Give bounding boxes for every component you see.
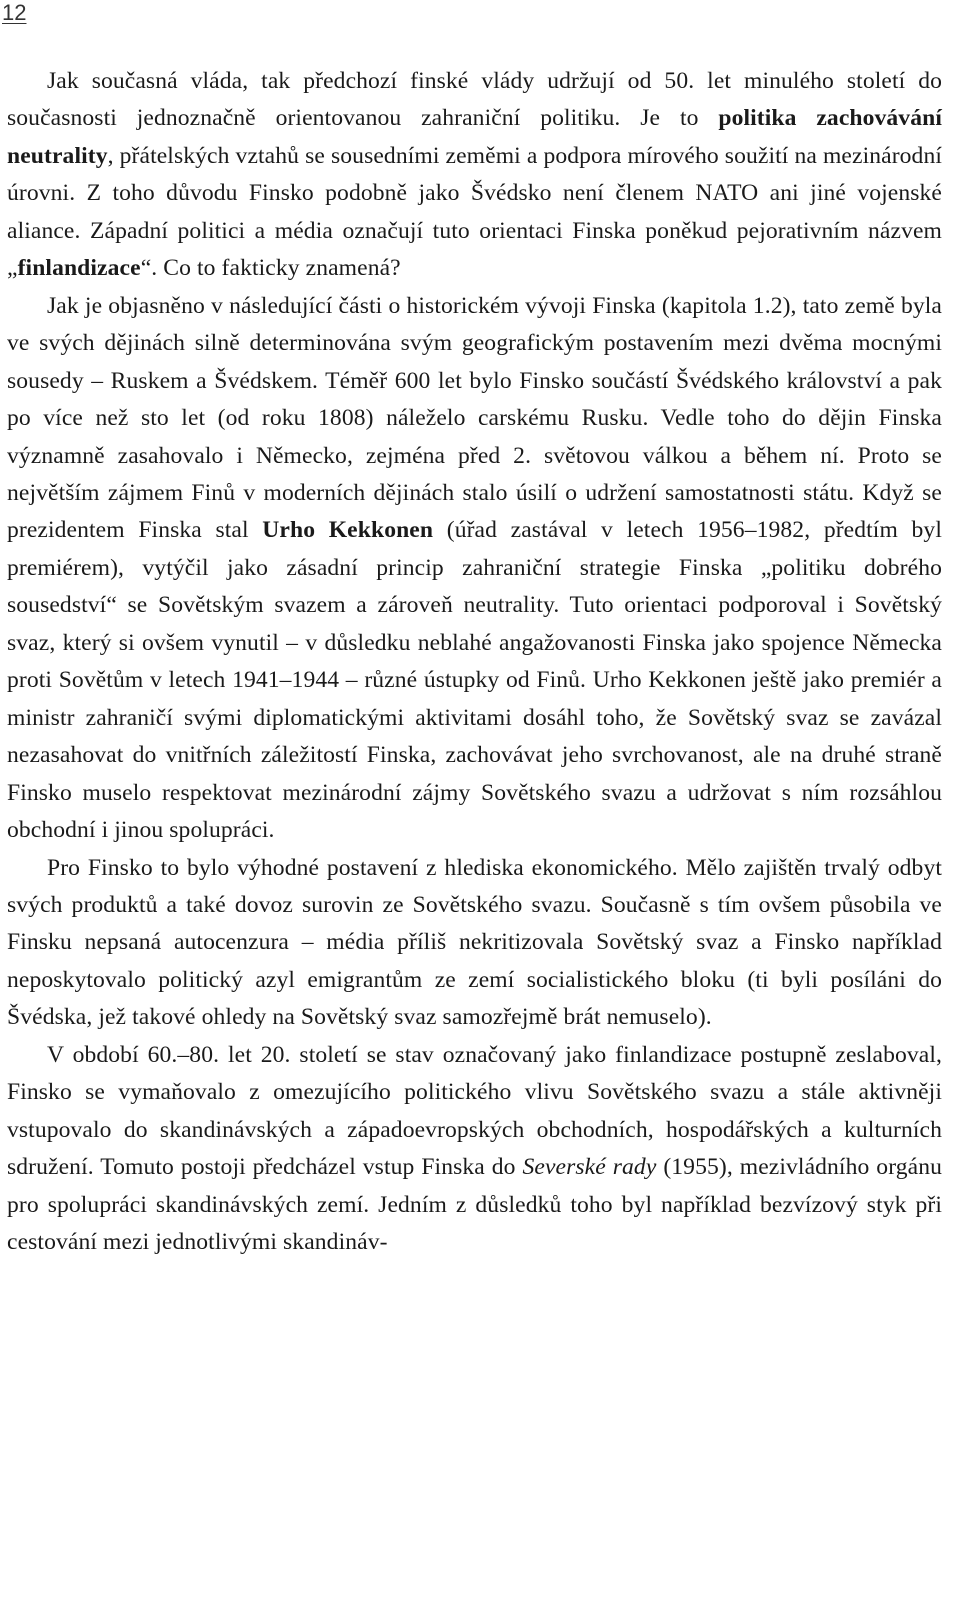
page-number: 12 (2, 0, 27, 25)
italic-term-severska-rada: Severské rady (522, 1154, 657, 1181)
text-run: (úřad zastával v letech 1956–1982, předtím byl premiérem), vytýčil jako zásadní princip zahraniční strategie Finska „politiku dobrého sousedství“ se Sovětským svazem a zároveň neutrality. Tuto orientaci podporoval i Sovětský svaz, který si ovšem vynutil – v důsledku neblahé angažovanosti Finska jako spojence Německa proti Sovětům v letech 1941–1944 – různé ústupky od Finů. Urho Kekkonen ještě jako premiér a ministr zahraničí svými diplomatickými aktivitami dosáhl toho, že Sovětský svaz se zavázal nezasahovat do vnitřních záležitostí Finska, zachovávat jeho svrchovanost, ale na druhé straně Finsko muselo respektovat mezinárodní zájmy Sovětského svazu a udržovat s ním rozsáhlou obchodní i jinou spolupráci. (7, 517, 942, 844)
paragraph-3 (7, 850, 942, 1037)
text-run: , přátelských vztahů se sousedními zeměmi a podpora mírového soužití na mezinárodní úrovni. Z toho důvodu Finsko podobně jako Švédsko není členem NATO ani jiné vojenské aliance. Západní politici a média označují tuto orientaci Finska poněkud pejorativním názvem „ (7, 142, 942, 282)
paragraph-1 (7, 63, 942, 288)
document-body (7, 63, 942, 1262)
text-run: Jak současná vláda, tak předchozí finské vlády udržují od 50. let minulého století do současnosti jednoznačně orientovanou zahraniční politiku. Je to (7, 68, 942, 132)
text-run: V období 60.–80. let 20. století se stav označovaný jako finlandizace postupně zeslaboval, Finsko se vymaňovalo z omezujícího politického vlivu Sovětského svazu a stále aktivněji vstupovalo do skandinávských a západoevropských obchodních, hospodářských a kulturních sdružení. Tomuto postoji předcházel vstup Finska do (7, 1041, 942, 1181)
bold-term-finlandizace: finlandizace (17, 255, 141, 282)
bold-name-kekkonen: Urho Kekkonen (262, 517, 434, 544)
text-run: “. Co to fakticky znamená? (140, 255, 401, 282)
paragraph-4 (7, 1037, 942, 1262)
paragraph-2 (7, 288, 942, 850)
text-run: Pro Finsko to bylo výhodné postavení z hlediska ekonomického. Mělo zajištěn trvalý odbyt svých produktů a také dovoz surovin ze Sovětského svazu. Současně s tím ovšem působila ve Finsku nepsaná autocenzura – média příliš nekritizovala Sovětský svaz a Finsko například neposkytovalo politický azyl emigrantům ze zemí socialistického bloku (ti byli posíláni do Švédska, jež takové ohledy na Sovětský svaz samozřejmě brát nemuselo). (7, 854, 942, 1031)
text-run: Jak je objasněno v následující části o historickém vývoji Finska (kapitola 1.2), tato země byla ve svých dějinách silně determinována svým geografickým postavením mezi dvěma mocnými sousedy – Ruskem a Švédskem. Téměř 600 let bylo Finsko součástí Švédského království a pak po více než sto let (od roku 1808) náleželo carskému Rusku. Vedle toho do dějin Finska významně zasahovalo i Německo, zejména před 2. světovou válkou a během ní. Proto se největším zájmem Finů v moderních dějinách stalo úsilí o udržení samostatnosti státu. Když se prezidentem Finska stal (7, 292, 942, 544)
bold-term-neutrality: politika zachovávání neutrality (7, 105, 942, 169)
text-run: (1955), mezivládního orgánu pro spolupráci skandinávských zemí. Jedním z důsledků toho byl například bezvízový styk při cestování mezi jednotlivými skandináv- (7, 1154, 942, 1256)
